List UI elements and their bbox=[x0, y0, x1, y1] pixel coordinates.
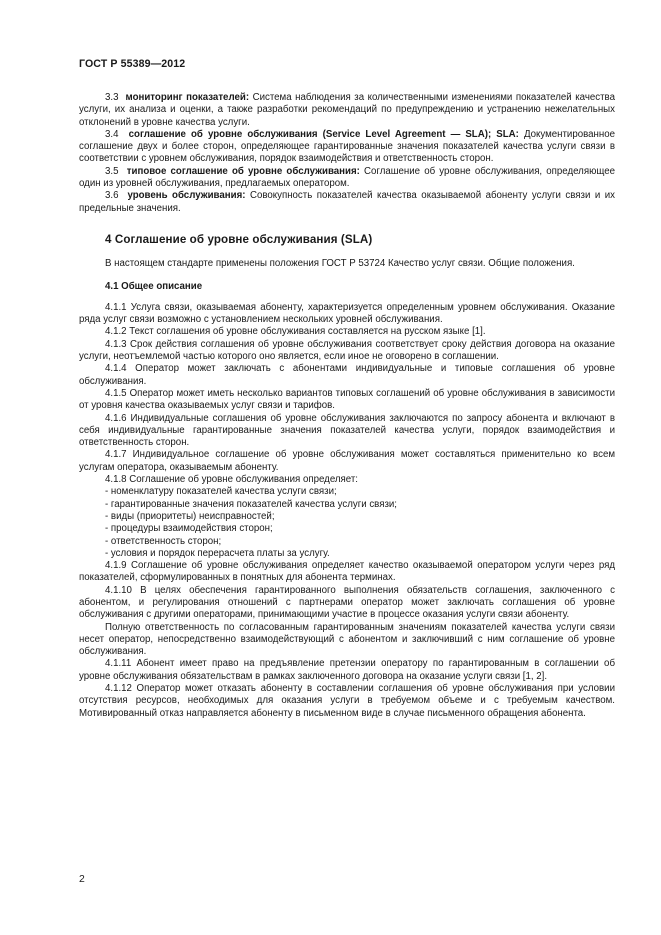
paragraph-4-1-8: 4.1.8 Соглашение об уровне обслуживания определяет: bbox=[105, 474, 358, 486]
paragraph-4-1-12: 4.1.12 Оператор может отказать абоненту в составлении соглашения об уровне обслуживания при условии отсутствия ресурсов, необходимых для оказания услуги в требуемом объеме и с требуемым качеством. Мотивированный отказ направляется абоненту в письменном виде в случае письменного обращения абонента. bbox=[79, 683, 615, 719]
term-definition: Совокупность показателей качества оказываемой абоненту услуги связи и их предельные значения. bbox=[79, 190, 615, 214]
page-content bbox=[79, 92, 615, 720]
paragraph-4-1-9: 4.1.9 Соглашение об уровне обслуживания определяет качество оказываемой оператором услуги через ряд показателей, сформулированных в понятных для абонента терминах. bbox=[79, 560, 615, 584]
sla-contents-list bbox=[79, 486, 615, 560]
paragraph-4-1-11: 4.1.11 Абонент имеет право на предъявление претензии оператору по гарантированным в соглашении об уровне обслуживания обязательствам в рамках заключенного договора на оказание услуги связи [1, 2]. bbox=[79, 658, 615, 682]
section-4-title: 4 Соглашение об уровне обслуживания (SLA) bbox=[105, 232, 373, 246]
paragraph-4-1-6: 4.1.6 Индивидуальные соглашения об уровне обслуживания заключаются по запросу абонента и включают в себя индивидуальные гарантированные значения показателей качества услуги, порядок взаимодействия и ответственность сторон. bbox=[79, 412, 615, 449]
paragraph-responsibility: Полную ответственность по согласованным гарантированным значениям показателей качества услуги связи несет оператор, непосредственно взаимодействующий с абонентом и заключивший с ним соглашение об уровне обслуживания. bbox=[79, 621, 615, 658]
term-name: соглашение об уровне обслуживания (Service Level Agreement — SLA); SLA: bbox=[128, 128, 519, 140]
document-header: ГОСТ Р 55389—2012 bbox=[79, 58, 186, 70]
section-4-intro: В настоящем стандарте применены положения ГОСТ Р 53724 Качество услуг связи. Общие положения. bbox=[105, 258, 575, 270]
list-item: - процедуры взаимодействия сторон; bbox=[105, 523, 273, 535]
term-definition: Соглашение об уровне обслуживания, определяющее один из уровней обслуживания, предлагаемых оператором. bbox=[79, 165, 615, 190]
list-item: - ответственность сторон; bbox=[105, 535, 222, 547]
term-number: 3.4 bbox=[105, 128, 119, 140]
term-3-4 bbox=[79, 129, 615, 166]
paragraph-4-1-7: 4.1.7 Индивидуальное соглашение об уровне обслуживания может составляться применительно ко всем услугам оператора, оказываемым абоненту. bbox=[79, 449, 615, 473]
term-number: 3.6 bbox=[105, 190, 119, 202]
term-name: типовое соглашение об уровне обслуживания: bbox=[126, 165, 360, 177]
subsection-4-1-title: 4.1 Общее описание bbox=[105, 280, 203, 292]
term-number: 3.3 bbox=[105, 92, 119, 103]
term-definition: Система наблюдения за количественными изменениями показателей качества услуги, их анализа и оценки, а также разработки рекомендаций по предупреждению и устранению нежелательных отклонений в уровне качества услуги. bbox=[79, 92, 615, 128]
paragraph-4-1-3: 4.1.3 Срок действия соглашения об уровне обслуживания соответствует сроку действия договора на оказание услуги, неотъемлемой частью которого оно является, если иное не оговорено в соглашении. bbox=[79, 338, 615, 363]
term-name: мониторинг показателей: bbox=[125, 92, 250, 103]
term-3-5 bbox=[79, 166, 615, 191]
paragraph-4-1-10: 4.1.10 В целях обеспечения гарантированного выполнения обязательств соглашения, заключенного с абонентом, и регулирования отношений с партнерами оператор может заключать соглашения об уровне обслуживания с другими операторами, принимающими участие в процессе оказания услуги связи абоненту. bbox=[79, 584, 615, 621]
terms-block bbox=[79, 92, 615, 215]
list-item: - условия и порядок перерасчета платы за услугу. bbox=[105, 547, 330, 559]
term-3-6 bbox=[79, 190, 615, 215]
list-item: - гарантированные значения показателей качества услуги связи; bbox=[105, 498, 397, 510]
paragraph-4-1-2: 4.1.2 Текст соглашения об уровне обслуживания составляется на русском языке [1]. bbox=[105, 326, 486, 338]
term-3-3 bbox=[79, 92, 615, 129]
term-number: 3.5 bbox=[105, 165, 119, 177]
list-item: - виды (приоритеты) неисправностей; bbox=[105, 510, 275, 522]
list-item: - номенклатуру показателей качества услуги связи; bbox=[105, 486, 337, 498]
term-name: уровень обслуживания: bbox=[127, 190, 246, 202]
term-definition: Документированное соглашение двух и более сторон, определяющее гарантированные значения показателей качества услуги связи в соответствии с уровнем обслуживания, порядок взаимодействия и ответственность сторон. bbox=[79, 128, 616, 165]
page-number: 2 bbox=[79, 874, 85, 885]
paragraph-4-1-4: 4.1.4 Оператор может заключать с абонентами индивидуальные и типовые соглашения об уровне обслуживания. bbox=[79, 363, 615, 387]
paragraph-4-1-1: 4.1.1 Услуга связи, оказываемая абоненту, характеризуется определенным уровнем обслуживания. Оказание ряда услуг связи возможно с установлением нескольких уровней обслуживания. bbox=[79, 301, 615, 326]
paragraph-4-1-5: 4.1.5 Оператор может иметь несколько вариантов типовых соглашений об уровне обслуживания в зависимости от уровня качества оказываемых услуг связи и тарифов. bbox=[79, 387, 615, 412]
